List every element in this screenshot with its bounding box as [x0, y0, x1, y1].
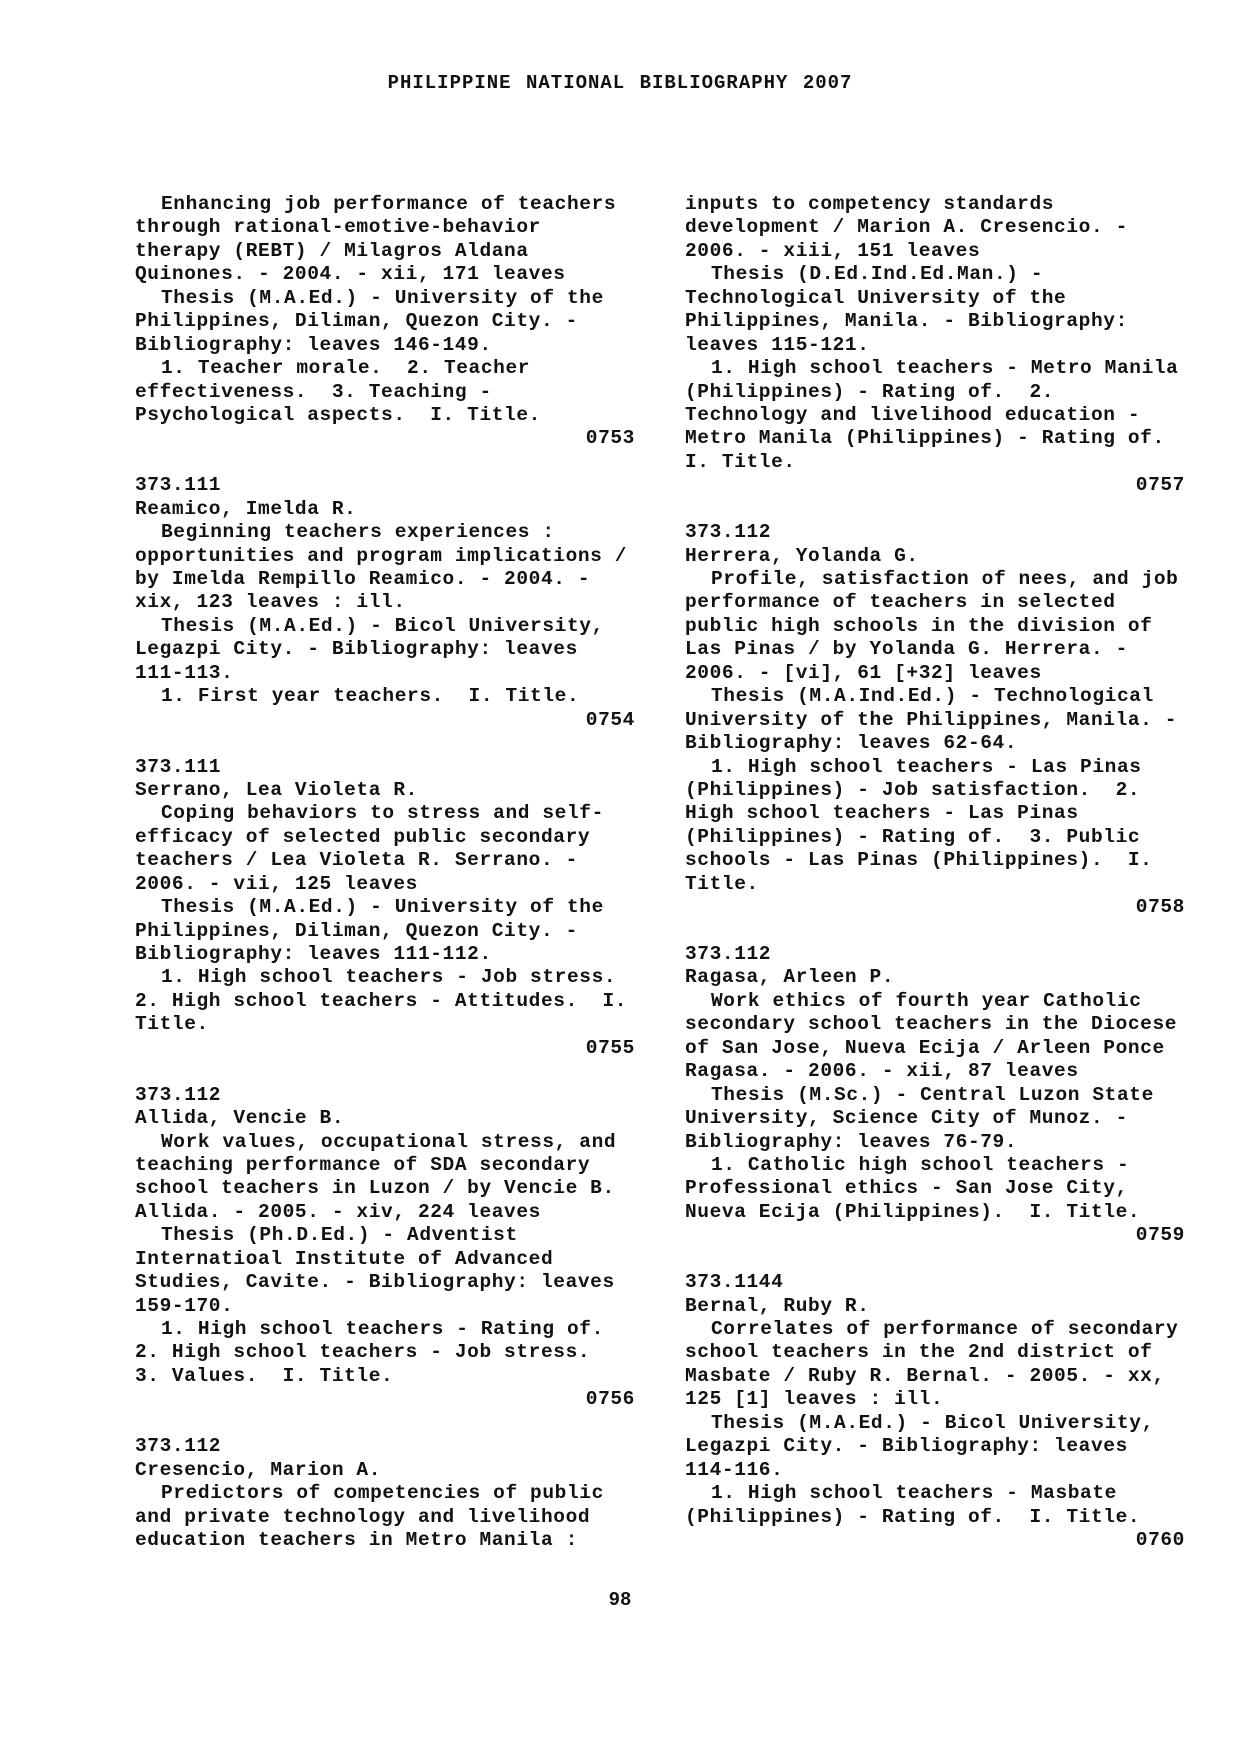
entry-title-line: efficacy of selected public secondary	[135, 825, 591, 848]
entry-title-line: school teachers in Luzon / by Vencie B.	[135, 1177, 615, 1200]
entry-number: 0753	[585, 427, 635, 450]
entry-title-line: Ragasa. - 2006. - xii, 87 leaves	[685, 1060, 1079, 1083]
entry-subject-line: Psychological aspects. I. Title.	[135, 403, 541, 426]
entry-note-line: 159-170.	[135, 1294, 234, 1317]
entry-note-line: Philippines, Diliman, Quezon City. -	[135, 919, 578, 942]
entry-subject-line: 1. Catholic high school teachers -	[711, 1153, 1130, 1176]
right-column	[685, 193, 1185, 1552]
entry-note-line: Bibliography: leaves 146-149.	[135, 333, 492, 356]
entry-title-line: Work ethics of fourth year Catholic	[711, 989, 1142, 1012]
entry-title-line: Profile, satisfaction of nees, and job	[711, 568, 1179, 590]
entry-title-line: development / Marion A. Cresencio. -	[685, 216, 1128, 239]
entry-number: 0760	[1135, 1528, 1185, 1551]
entry-title-line: 2006. - xiii, 151 leaves	[685, 239, 981, 262]
entry-number: 0756	[585, 1388, 635, 1411]
bibliography-entry	[685, 943, 1185, 1248]
entry-author: Allida, Vencie B.	[135, 1107, 345, 1130]
entry-author: Bernal, Ruby R.	[685, 1294, 870, 1317]
entry-subject-line: High school teachers - Las Pinas	[685, 802, 1079, 825]
entry-note-line: 111-113.	[135, 661, 234, 684]
entry-title-line: Las Pinas / by Yolanda G. Herrera. -	[685, 638, 1128, 661]
entry-note-line: Thesis (M.Sc.) - Central Luzon State	[711, 1083, 1154, 1106]
entry-subject-line: 1. High school teachers - Las Pinas	[711, 755, 1142, 778]
entry-subject-line: schools - Las Pinas (Philippines). I.	[685, 849, 1153, 872]
entry-subject-line: Professional ethics - San Jose City,	[685, 1177, 1128, 1200]
entry-subject-line: 1. Teacher morale. 2. Teacher	[161, 357, 531, 380]
entry-subject-line: Title.	[135, 1013, 209, 1036]
entry-note-line: Studies, Cavite. - Bibliography: leaves	[135, 1271, 615, 1294]
bibliography-entry	[135, 1435, 635, 1552]
bibliography-entry	[685, 1271, 1185, 1552]
entry-title-line: Coping behaviors to stress and self-	[161, 802, 604, 825]
entry-title-line: Enhancing job performance of teachers	[161, 193, 617, 215]
entry-title-line: therapy (REBT) / Milagros Aldana	[135, 239, 529, 262]
entry-subject-line: 1. First year teachers. I. Title.	[161, 685, 580, 708]
entry-class-number: 373.111	[135, 755, 222, 778]
entry-number: 0757	[1135, 474, 1185, 497]
entry-title-line: 2006. - [vi], 61 [+32] leaves	[685, 661, 1042, 684]
entry-subject-line: (Philippines) - Job satisfaction. 2.	[685, 778, 1141, 801]
entry-subject-line: Nueva Ecija (Philippines). I. Title.	[685, 1200, 1141, 1223]
entry-note-line: Thesis (M.A.Ed.) - Bicol University,	[711, 1411, 1154, 1434]
entry-title-line: secondary school teachers in the Diocese	[685, 1013, 1178, 1036]
entry-title-line: public high schools in the division of	[685, 614, 1153, 637]
entry-class-number: 373.112	[135, 1435, 222, 1458]
entry-subject-line: 1. High school teachers - Rating of.	[161, 1318, 604, 1340]
page-header: PHILIPPINE NATIONAL BIBLIOGRAPHY 2007	[387, 72, 853, 94]
entry-note-line: Philippines, Manila. - Bibliography:	[685, 310, 1128, 333]
entry-title-line: teaching performance of SDA secondary	[135, 1153, 591, 1176]
entry-class-number: 373.111	[135, 474, 222, 497]
entry-title-line: inputs to competency standards	[685, 193, 1055, 215]
left-column	[135, 193, 635, 1552]
entry-title-line: by Imelda Rempillo Reamico. - 2004. -	[135, 568, 591, 590]
entry-author: Serrano, Lea Violeta R.	[135, 778, 418, 801]
entry-title-line: Masbate / Ruby R. Bernal. - 2005. - xx,	[685, 1364, 1165, 1387]
entry-number: 0759	[1135, 1224, 1185, 1247]
entry-note-line: Bibliography: leaves 76-79.	[685, 1130, 1018, 1153]
entry-number: 0755	[585, 1036, 635, 1059]
entry-note-line: Thesis (M.A.Ind.Ed.) - Technological	[711, 685, 1154, 708]
entry-subject-line: 2. High school teachers - Attitudes. I.	[135, 989, 628, 1012]
entry-title-line: xix, 123 leaves : ill.	[135, 591, 406, 614]
entry-author: Ragasa, Arleen P.	[685, 966, 895, 989]
entry-class-number: 373.1144	[685, 1271, 784, 1294]
entry-note-line: Thesis (Ph.D.Ed.) - Adventist	[161, 1224, 518, 1247]
entry-subject-line: (Philippines) - Rating of. I. Title.	[685, 1505, 1141, 1528]
entry-title-line: opportunities and program implications /	[135, 544, 628, 567]
entry-note-line: Internatioal Institute of Advanced	[135, 1247, 554, 1270]
entry-subject-line: Technology and livelihood education -	[685, 403, 1141, 426]
entry-note-line: University, Science City of Munoz. -	[685, 1107, 1128, 1130]
page-number: 98	[608, 1589, 632, 1611]
entry-title-line: teachers / Lea Violeta R. Serrano. -	[135, 849, 578, 872]
entry-note-line: Bibliography: leaves 62-64.	[685, 732, 1018, 755]
entry-title-line: of San Jose, Nueva Ecija / Arleen Ponce	[685, 1036, 1165, 1059]
bibliography-entry	[135, 756, 635, 1061]
entry-note-line: Technological University of the	[685, 286, 1067, 309]
bibliography-entry	[685, 521, 1185, 919]
entry-note-line: Philippines, Diliman, Quezon City. -	[135, 310, 578, 333]
entry-subject-line: 1. High school teachers - Job stress.	[161, 966, 617, 989]
entry-number: 0754	[585, 708, 635, 731]
entry-subject-line: Title.	[685, 872, 759, 895]
entry-title-line: Predictors of competencies of public	[161, 1482, 604, 1505]
entry-note-line: Thesis (D.Ed.Ind.Ed.Man.) -	[711, 263, 1044, 286]
entry-class-number: 373.112	[685, 521, 772, 544]
entry-title-line: Quinones. - 2004. - xii, 171 leaves	[135, 263, 566, 286]
entry-title-line: and private technology and livelihood	[135, 1505, 591, 1528]
entry-title-line: Correlates of performance of secondary	[711, 1318, 1179, 1340]
entry-note-line: Legazpi City. - Bibliography: leaves	[135, 638, 578, 661]
entry-class-number: 373.112	[135, 1083, 222, 1106]
entry-note-line: Thesis (M.A.Ed.) - University of the	[161, 896, 604, 919]
entry-author: Cresencio, Marion A.	[135, 1458, 382, 1481]
entry-class-number: 373.112	[685, 943, 772, 965]
bibliography-entry	[135, 193, 635, 451]
entry-author: Herrera, Yolanda G.	[685, 544, 919, 567]
entry-title-line: 2006. - vii, 125 leaves	[135, 872, 418, 895]
entry-note-line: Bibliography: leaves 111-112.	[135, 943, 492, 965]
entry-title-line: school teachers in the 2nd district of	[685, 1341, 1153, 1364]
entry-subject-line: 2. High school teachers - Job stress.	[135, 1341, 591, 1364]
entry-author: Reamico, Imelda R.	[135, 497, 357, 520]
entry-note-line: 114-116.	[685, 1458, 784, 1481]
entry-note-line: leaves 115-121.	[685, 333, 870, 356]
entry-note-line: Thesis (M.A.Ed.) - University of the	[161, 286, 604, 309]
entry-title-line: Allida. - 2005. - xiv, 224 leaves	[135, 1200, 541, 1223]
entry-title-line: performance of teachers in selected	[685, 591, 1116, 614]
bibliography-entry	[135, 474, 635, 732]
entry-title-line: through rational-emotive-behavior	[135, 216, 541, 239]
bibliography-entry	[135, 1084, 635, 1412]
entry-title-line: education teachers in Metro Manila :	[135, 1528, 578, 1551]
entry-note-line: Thesis (M.A.Ed.) - Bicol University,	[161, 614, 604, 637]
entry-subject-line: 3. Values. I. Title.	[135, 1364, 394, 1387]
bibliography-entry-continued	[685, 193, 1185, 498]
entry-title-line: Beginning teachers experiences :	[161, 521, 555, 544]
entry-subject-line: effectiveness. 3. Teaching -	[135, 380, 492, 403]
entry-subject-line: 1. High school teachers - Masbate	[711, 1482, 1117, 1505]
entry-subject-line: I. Title.	[685, 450, 796, 473]
entry-subject-line: Metro Manila (Philippines) - Rating of.	[685, 427, 1165, 450]
entry-note-line: University of the Philippines, Manila. -	[685, 708, 1178, 731]
entry-note-line: Legazpi City. - Bibliography: leaves	[685, 1435, 1128, 1458]
entry-number: 0758	[1135, 896, 1185, 919]
entry-subject-line: (Philippines) - Rating of. 2.	[685, 380, 1055, 403]
entry-title-line: 125 [1] leaves : ill.	[685, 1388, 944, 1411]
entry-title-line: Work values, occupational stress, and	[161, 1130, 617, 1153]
entry-subject-line: (Philippines) - Rating of. 3. Public	[685, 825, 1141, 848]
entry-subject-line: 1. High school teachers - Metro Manila	[711, 357, 1179, 380]
